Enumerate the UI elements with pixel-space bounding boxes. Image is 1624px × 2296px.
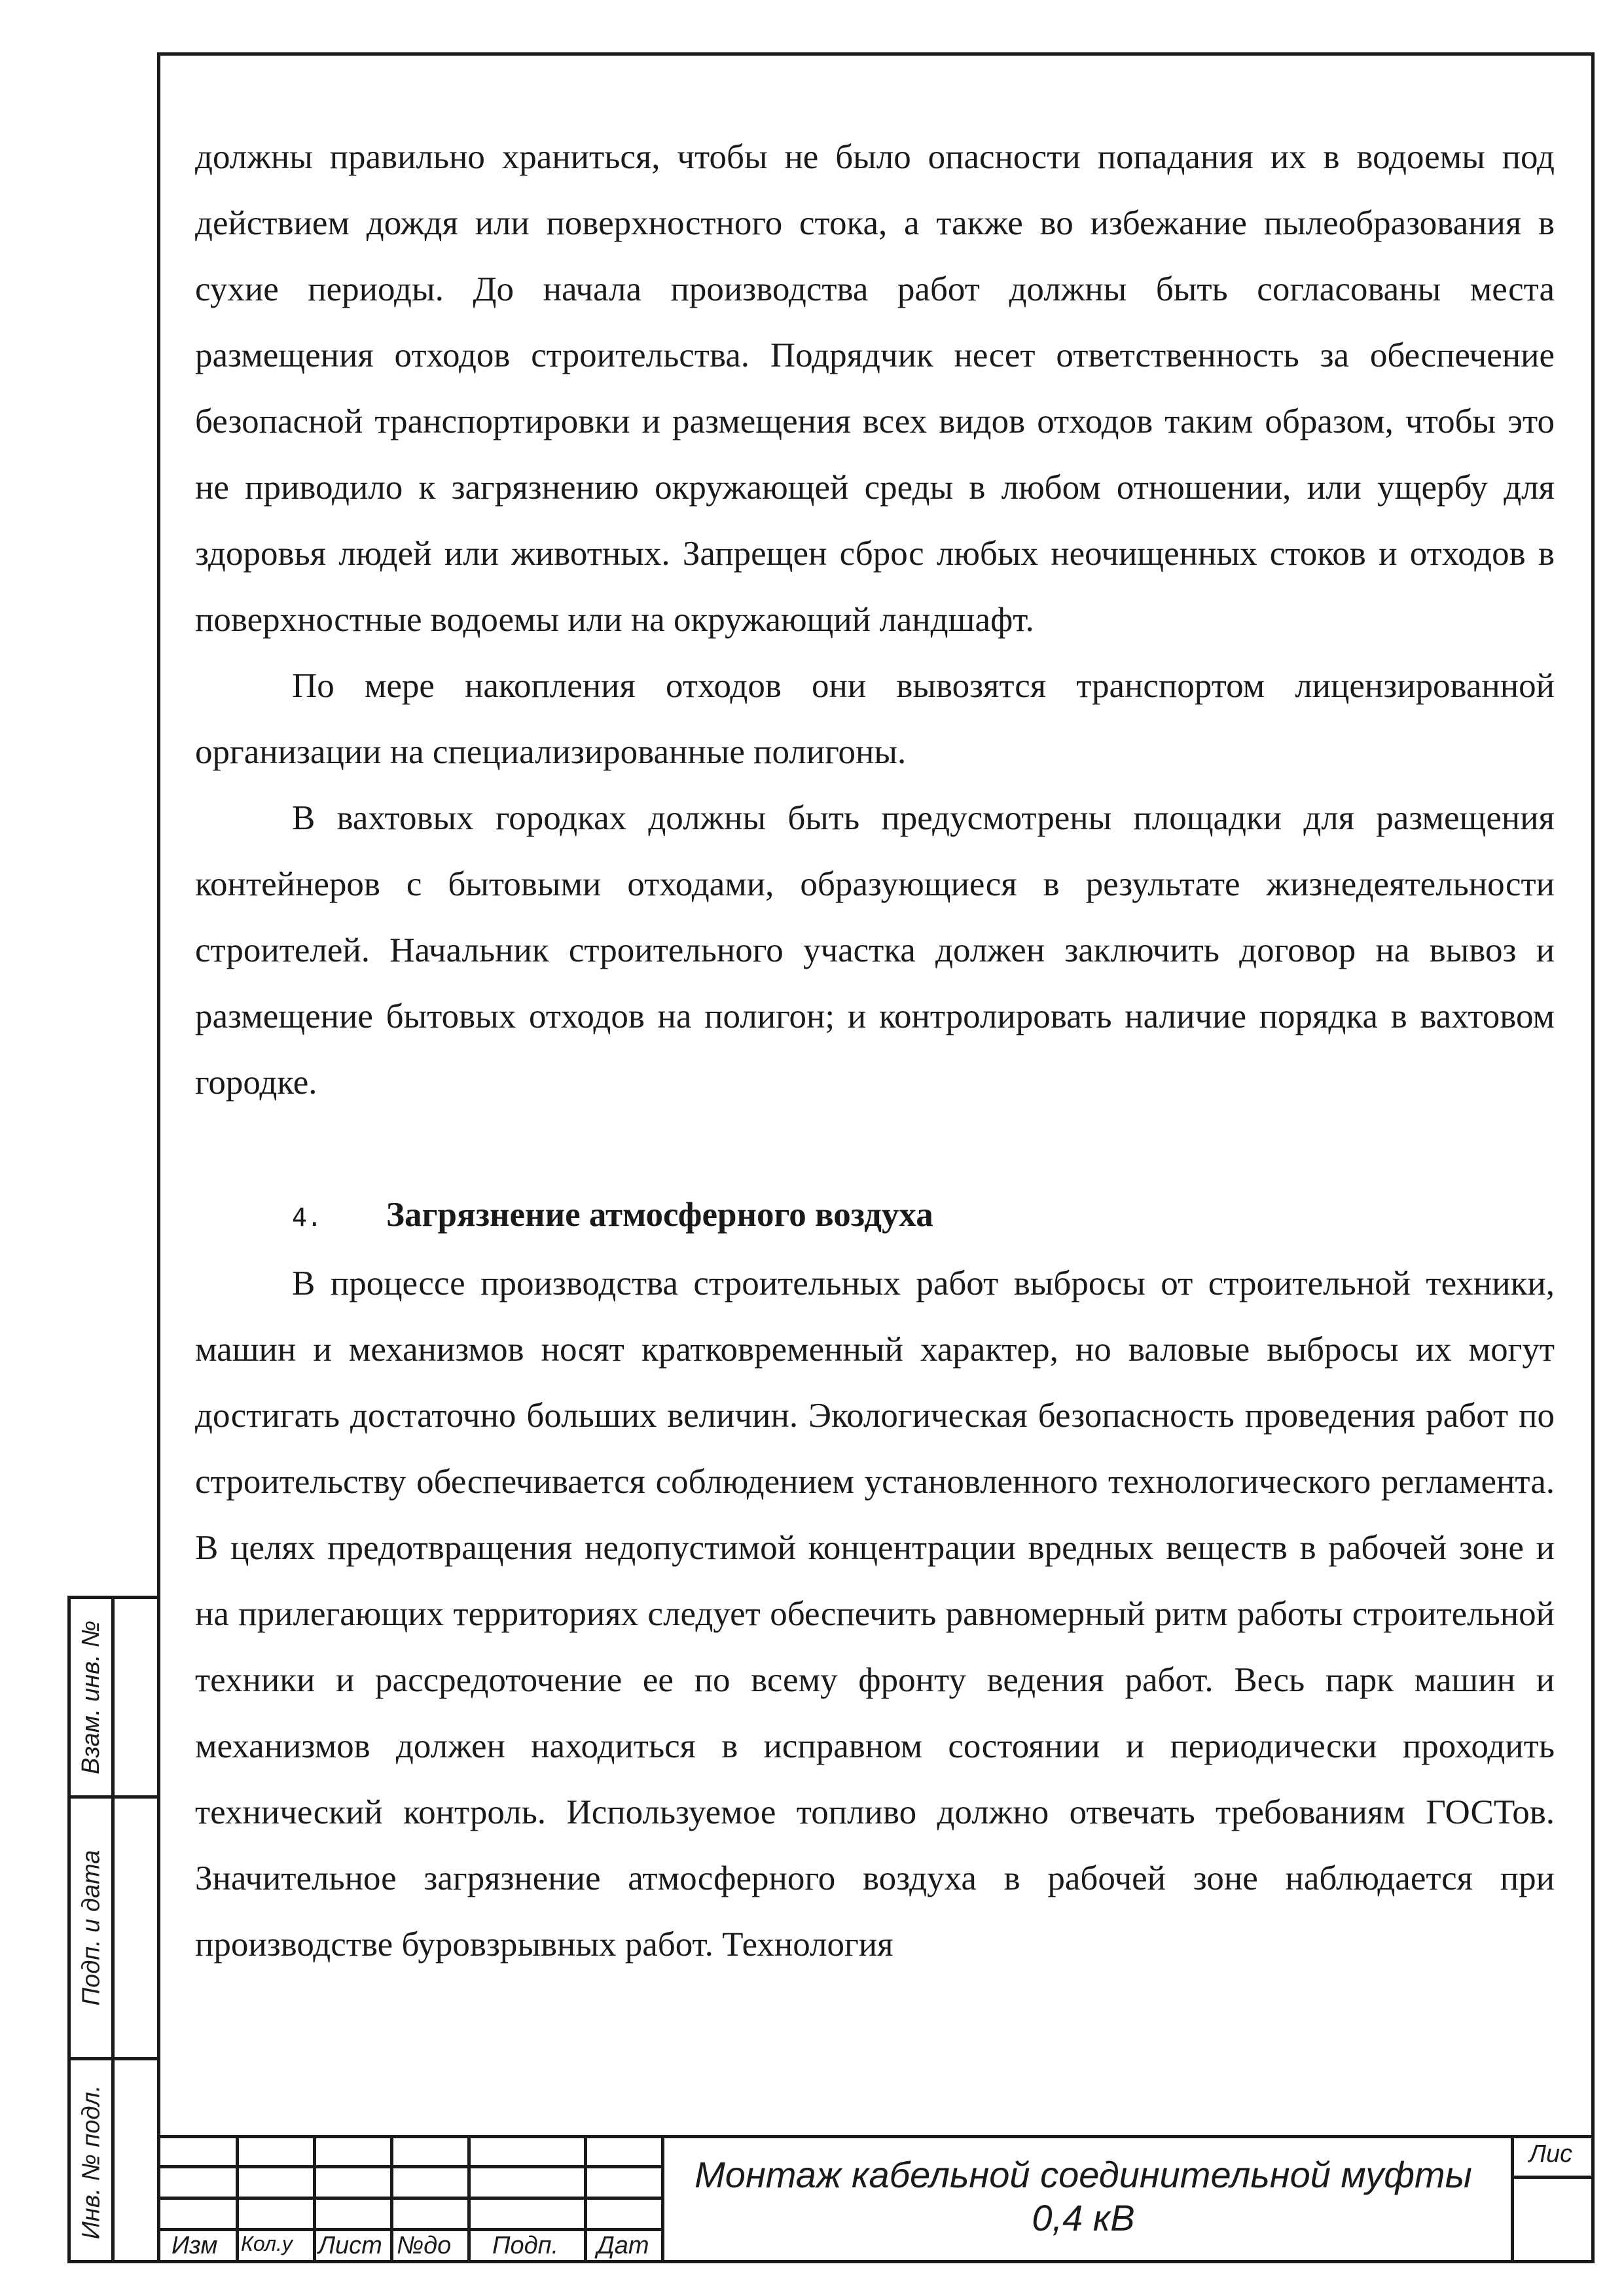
- column-label-signature: Подп.: [492, 2232, 559, 2259]
- paragraph: В вахтовых городках должны быть предусмотрены площадки для размещения контейнеров с бытовыми отходами, образующиеся в результате жизнедеятельности строителей. Начальник строительного участка должен заключить договор на вывоз и размещение бытовых отходов на полигон; и контролировать наличие порядка в вахтовом городке.: [195, 799, 1555, 1102]
- paragraph: По мере накопления отходов они вывозятся транспортом лицензированной организации на специализированные полигоны.: [195, 667, 1555, 771]
- side-label-original-inventory: Инв. № подл.: [77, 2085, 105, 2239]
- section-heading: [195, 1182, 1555, 1251]
- column-label-quantity: Кол.у: [241, 2232, 293, 2255]
- column-label-sheet: Лист: [318, 2232, 382, 2259]
- sheet-label: Лис: [1529, 2140, 1573, 2168]
- side-label-replacement: Взам. инв. №: [77, 1620, 105, 1774]
- section-number: 4.: [292, 1203, 322, 1232]
- paragraph: должны правильно храниться, чтобы не было опасности попадания их в водоемы под действием дождя или поверхностного стока, а также во избежание пылеобразования в сухие периоды. До начала производства работ должны быть согласованы места размещения отходов строительства. Подрядчик несет ответственность за обеспечение безопасной транспортировки и размещения всех видов отходов таким образом, чтобы это не приводило к загрязнению окружающей среды в любом отношении, или ущербу для здоровья людей или животных. Запрещен сброс любых неочищенных стоков и отходов в поверхностные водоемы или на окружающий ландшафт.: [195, 138, 1555, 639]
- title-block: [157, 2135, 1595, 2263]
- side-stamp: [67, 1596, 157, 2263]
- document-body: [195, 124, 1555, 1978]
- column-label-date: Дат: [597, 2232, 649, 2259]
- column-label-change: Изм: [171, 2232, 218, 2259]
- section-title: Загрязнение атмосферного воздуха: [386, 1196, 933, 1234]
- paragraph: В процессе производства строительных работ выбросы от строительной техники, машин и механизмов носят кратковременный характер, но валовые выбросы их могут достигать достаточно больших величин. Экологическая безопасность проведения работ по строительству обеспечивается соблюдением установленного технологического регламента. В целях предотвращения недопустимой концентрации вредных веществ в рабочей зоне и на прилегающих территориях следует обеспечить равномерный ритм работы строительной техники и рассредоточение ее по всему фронту ведения работ. Весь парк машин и механизмов должен находиться в исправном состоянии и периодически проходить технический контроль. Используемое топливо должно отвечать требованиям ГОСТов. Значительное загрязнение атмосферного воздуха в рабочей зоне наблюдается при производстве буровзрывных работ. Технология: [195, 1265, 1555, 1964]
- document-title: Монтаж кабельной соединительной муфты 0,4 кВ: [695, 2154, 1472, 2238]
- column-label-document: №до: [397, 2232, 452, 2259]
- side-label-signature-date: Подп. и дата: [77, 1850, 105, 2006]
